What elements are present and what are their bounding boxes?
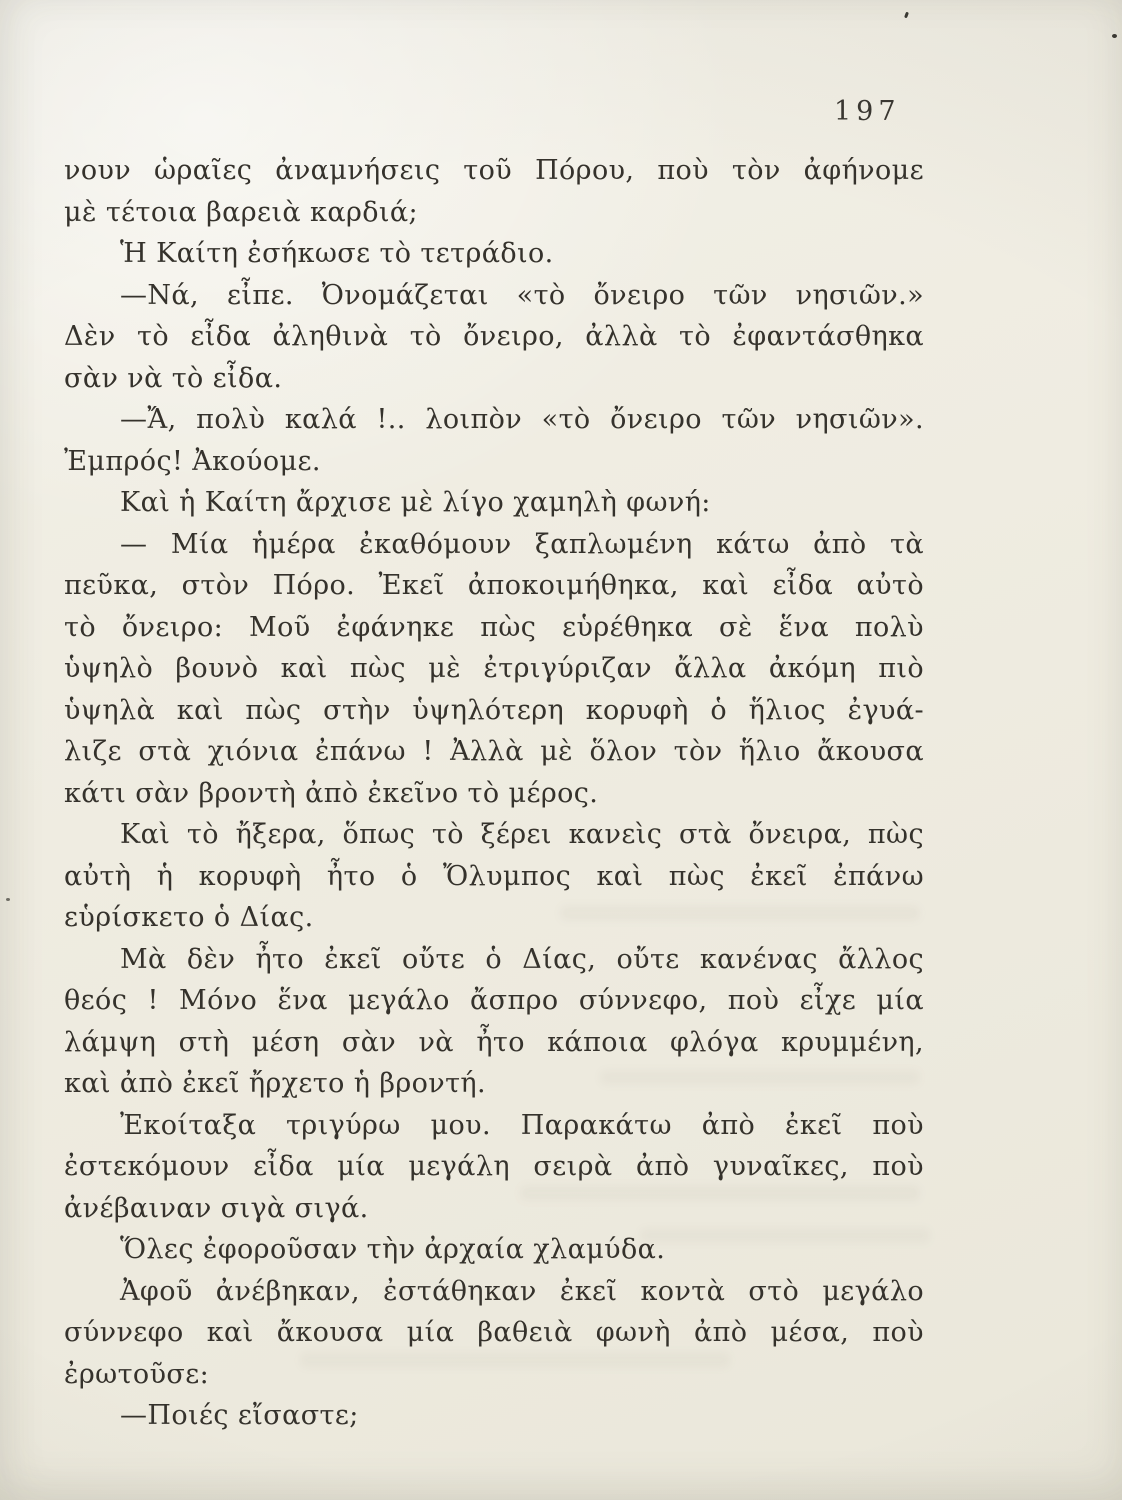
text-line: καὶ ἀπὸ ἐκεῖ ἤρχετο ἡ βροντή. bbox=[64, 1068, 486, 1099]
text-line: Καὶ ἡ Καίτη ἄρχισε μὲ λίγο χαμηλὴ φωνή: bbox=[120, 487, 711, 518]
text-line: Ὅλες ἐφοροῦσαν τὴν ἀρχαία χλαμύδα. bbox=[120, 1234, 666, 1265]
text-line: —Ποιές εἴσαστε; bbox=[120, 1400, 359, 1431]
text-line: Μὰ δὲν ἦτο ἐκεῖ οὔτε ὁ Δίας, οὔτε κανένας ἄλλος bbox=[120, 943, 924, 975]
text-line: λιζε στὰ χιόνια ἐπάνω ! Ἀλλὰ μὲ ὅλον τὸν ἥλιο ἄκουσα bbox=[64, 736, 924, 767]
text-line: λάμψη στὴ μέση σὰν νὰ ἦτο κάποια φλόγα κρυμμένη, bbox=[64, 1026, 924, 1058]
text-line: ἐστεκόμουν εἶδα μία μεγάλη σειρὰ ἀπὸ γυναῖκες, ποὺ bbox=[64, 1151, 924, 1182]
text-line: σὰν νὰ τὸ εἶδα. bbox=[64, 362, 283, 394]
text-line: ὑψηλὸ βουνὸ καὶ πὼς μὲ ἐτριγύριζαν ἄλλα ἀκόμη πιὸ bbox=[64, 653, 924, 684]
text-line: Ἐκοίταξα τριγύρω μου. Παρακάτω ἀπὸ ἐκεῖ ποὺ bbox=[120, 1109, 924, 1141]
text-line: ὑψηλὰ καὶ πὼς στὴν ὑψηλότερη κορυφὴ ὁ ἥλιος ἐγυά- bbox=[64, 694, 924, 726]
text-line: πεῦκα, στὸν Πόρο. Ἐκεῖ ἀποκοιμήθηκα, καὶ εἶδα αὐτὸ bbox=[64, 570, 924, 601]
text-line: —Ἄ, πολὺ καλά !.. λοιπὸν «τὸ ὄνειρο τῶν νησιῶν». bbox=[120, 404, 924, 435]
page-text bbox=[64, 150, 924, 1437]
text-line: Καὶ τὸ ἤξερα, ὅπως τὸ ξέρει κανεὶς στὰ ὄνειρα, πὼς bbox=[120, 819, 924, 850]
text-line: Ἐμπρός! Ἀκούομε. bbox=[64, 445, 321, 477]
text-line: νουν ὡραῖες ἀναμνήσεις τοῦ Πόρου, ποὺ τὸν ἀφήνομε bbox=[64, 155, 924, 186]
text-line: Δὲν τὸ εἶδα ἀληθινὰ τὸ ὄνειρο, ἀλλὰ τὸ ἐφαντάσθηκα bbox=[64, 321, 924, 352]
text-line: Ἀφοῦ ἀνέβηκαν, ἐστάθηκαν ἐκεῖ κοντὰ στὸ μεγάλο bbox=[120, 1275, 924, 1307]
dust-speck bbox=[904, 12, 909, 19]
text-line: εὑρίσκετο ὁ Δίας. bbox=[64, 902, 314, 933]
dust-speck bbox=[6, 898, 10, 901]
page-number: 197 bbox=[834, 96, 901, 127]
text-line: κάτι σὰν βροντὴ ἀπὸ ἐκεῖνο τὸ μέρος. bbox=[64, 777, 599, 809]
text-line: σύννεφο καὶ ἄκουσα μία βαθειὰ φωνὴ ἀπὸ μέσα, ποὺ bbox=[64, 1317, 924, 1348]
text-line: — Μία ἡμέρα ἐκαθόμουν ξαπλωμένη κάτω ἀπὸ τὰ bbox=[120, 528, 924, 560]
text-line: τὸ ὄνειρο: Μοῦ ἐφάνηκε πὼς εὑρέθηκα σὲ ἕνα πολὺ bbox=[64, 611, 924, 643]
text-line: μὲ τέτοια βαρειὰ καρδιά; bbox=[64, 196, 418, 228]
dust-speck bbox=[1112, 34, 1117, 38]
text-line: θεός ! Μόνο ἕνα μεγάλο ἄσπρο σύννεφο, ποὺ εἶχε μία bbox=[64, 985, 924, 1016]
text-line: Ἡ Καίτη ἐσήκωσε τὸ τετράδιο. bbox=[120, 238, 554, 269]
text-line: ἀνέβαιναν σιγὰ σιγά. bbox=[64, 1192, 369, 1224]
text-line: ἐρωτοῦσε: bbox=[64, 1358, 210, 1390]
text-line: αὐτὴ ἡ κορυφὴ ἦτο ὁ Ὄλυμπος καὶ πὼς ἐκεῖ ἐπάνω bbox=[64, 860, 924, 892]
text-line: —Νά, εἶπε. Ὀνομάζεται «τὸ ὄνειρο τῶν νησιῶν.» bbox=[120, 279, 924, 311]
